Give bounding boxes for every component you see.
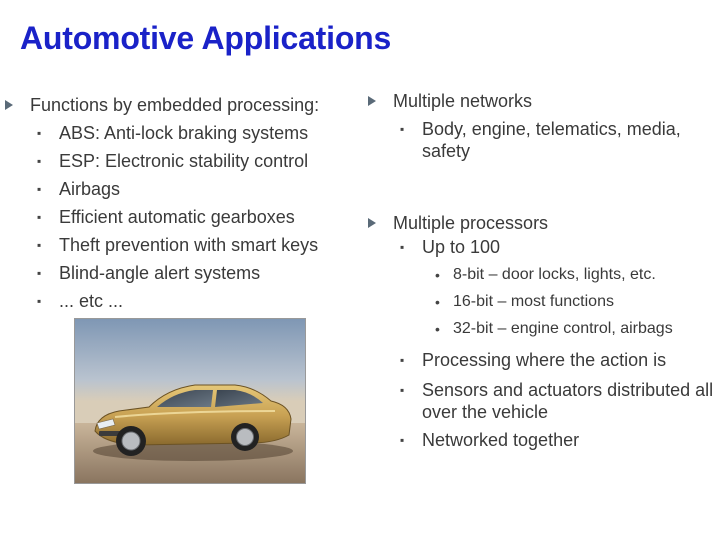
processors-heading: Multiple processors — [393, 213, 549, 233]
square-bullet-icon: ▪ — [37, 182, 42, 196]
square-bullet-icon: ▪ — [37, 266, 42, 280]
sub-list-item-text: 32-bit – engine control, airbags — [453, 320, 673, 337]
list-item-text: Up to 100 — [422, 237, 501, 257]
list-item — [367, 379, 717, 423]
sub-list-item-text: 8-bit – door locks, lights, etc. — [453, 266, 656, 283]
sub-list-item-text: 16-bit – most functions — [453, 293, 614, 310]
square-bullet-icon: ▪ — [400, 383, 405, 397]
dot-bullet-icon: • — [435, 321, 440, 337]
list-item-text: ABS: Anti-lock braking systems — [59, 123, 309, 143]
square-bullet-icon: ▪ — [37, 126, 42, 140]
list-item-text: Blind-angle alert systems — [59, 263, 261, 283]
square-bullet-icon: ▪ — [37, 210, 42, 224]
list-item-text: Efficient automatic gearboxes — [59, 207, 295, 227]
list-item — [4, 290, 354, 312]
list-item-text: Airbags — [59, 179, 121, 199]
square-bullet-icon: ▪ — [37, 294, 42, 308]
dot-bullet-icon: • — [435, 267, 440, 283]
functions-heading-item — [4, 94, 354, 116]
list-item-text: ESP: Electronic stability control — [59, 151, 309, 171]
left-column — [4, 94, 354, 312]
square-bullet-icon: ▪ — [400, 122, 405, 136]
list-item-text: Body, engine, telematics, media, safety — [422, 119, 681, 161]
right-column — [367, 90, 717, 451]
list-item-text: Networked together — [422, 430, 580, 450]
dot-bullet-icon: • — [435, 294, 440, 310]
square-bullet-icon: ▪ — [37, 154, 42, 168]
list-item — [367, 429, 717, 451]
list-item-text: Sensors and actuators distributed all over the vehicle — [422, 380, 714, 422]
square-bullet-icon: ▪ — [400, 353, 405, 367]
car-illustration — [75, 319, 305, 483]
processors-heading-item — [367, 212, 717, 234]
list-item — [4, 122, 354, 144]
functions-heading: Functions by embedded processing: — [30, 95, 320, 115]
square-bullet-icon: ▪ — [37, 238, 42, 252]
list-item — [367, 236, 717, 258]
triangle-bullet-icon — [5, 100, 13, 110]
list-item — [4, 206, 354, 228]
sub-list-item — [367, 292, 717, 312]
list-item-text: Processing where the action is — [422, 350, 667, 370]
car-photo — [74, 318, 306, 484]
list-item — [4, 150, 354, 172]
list-item — [367, 349, 717, 371]
networks-heading: Multiple networks — [393, 91, 533, 111]
triangle-bullet-icon — [368, 218, 376, 228]
list-item — [4, 178, 354, 200]
triangle-bullet-icon — [368, 96, 376, 106]
slide-title: Automotive Applications — [20, 20, 392, 56]
list-item — [4, 234, 354, 256]
list-item-text: Theft prevention with smart keys — [59, 235, 319, 255]
list-item — [367, 118, 717, 162]
square-bullet-icon: ▪ — [400, 240, 405, 254]
sub-list-item — [367, 319, 717, 339]
list-item — [4, 262, 354, 284]
square-bullet-icon: ▪ — [400, 433, 405, 447]
list-item-text: ... etc ... — [59, 291, 124, 311]
networks-heading-item — [367, 90, 717, 112]
sub-list-item — [367, 265, 717, 285]
